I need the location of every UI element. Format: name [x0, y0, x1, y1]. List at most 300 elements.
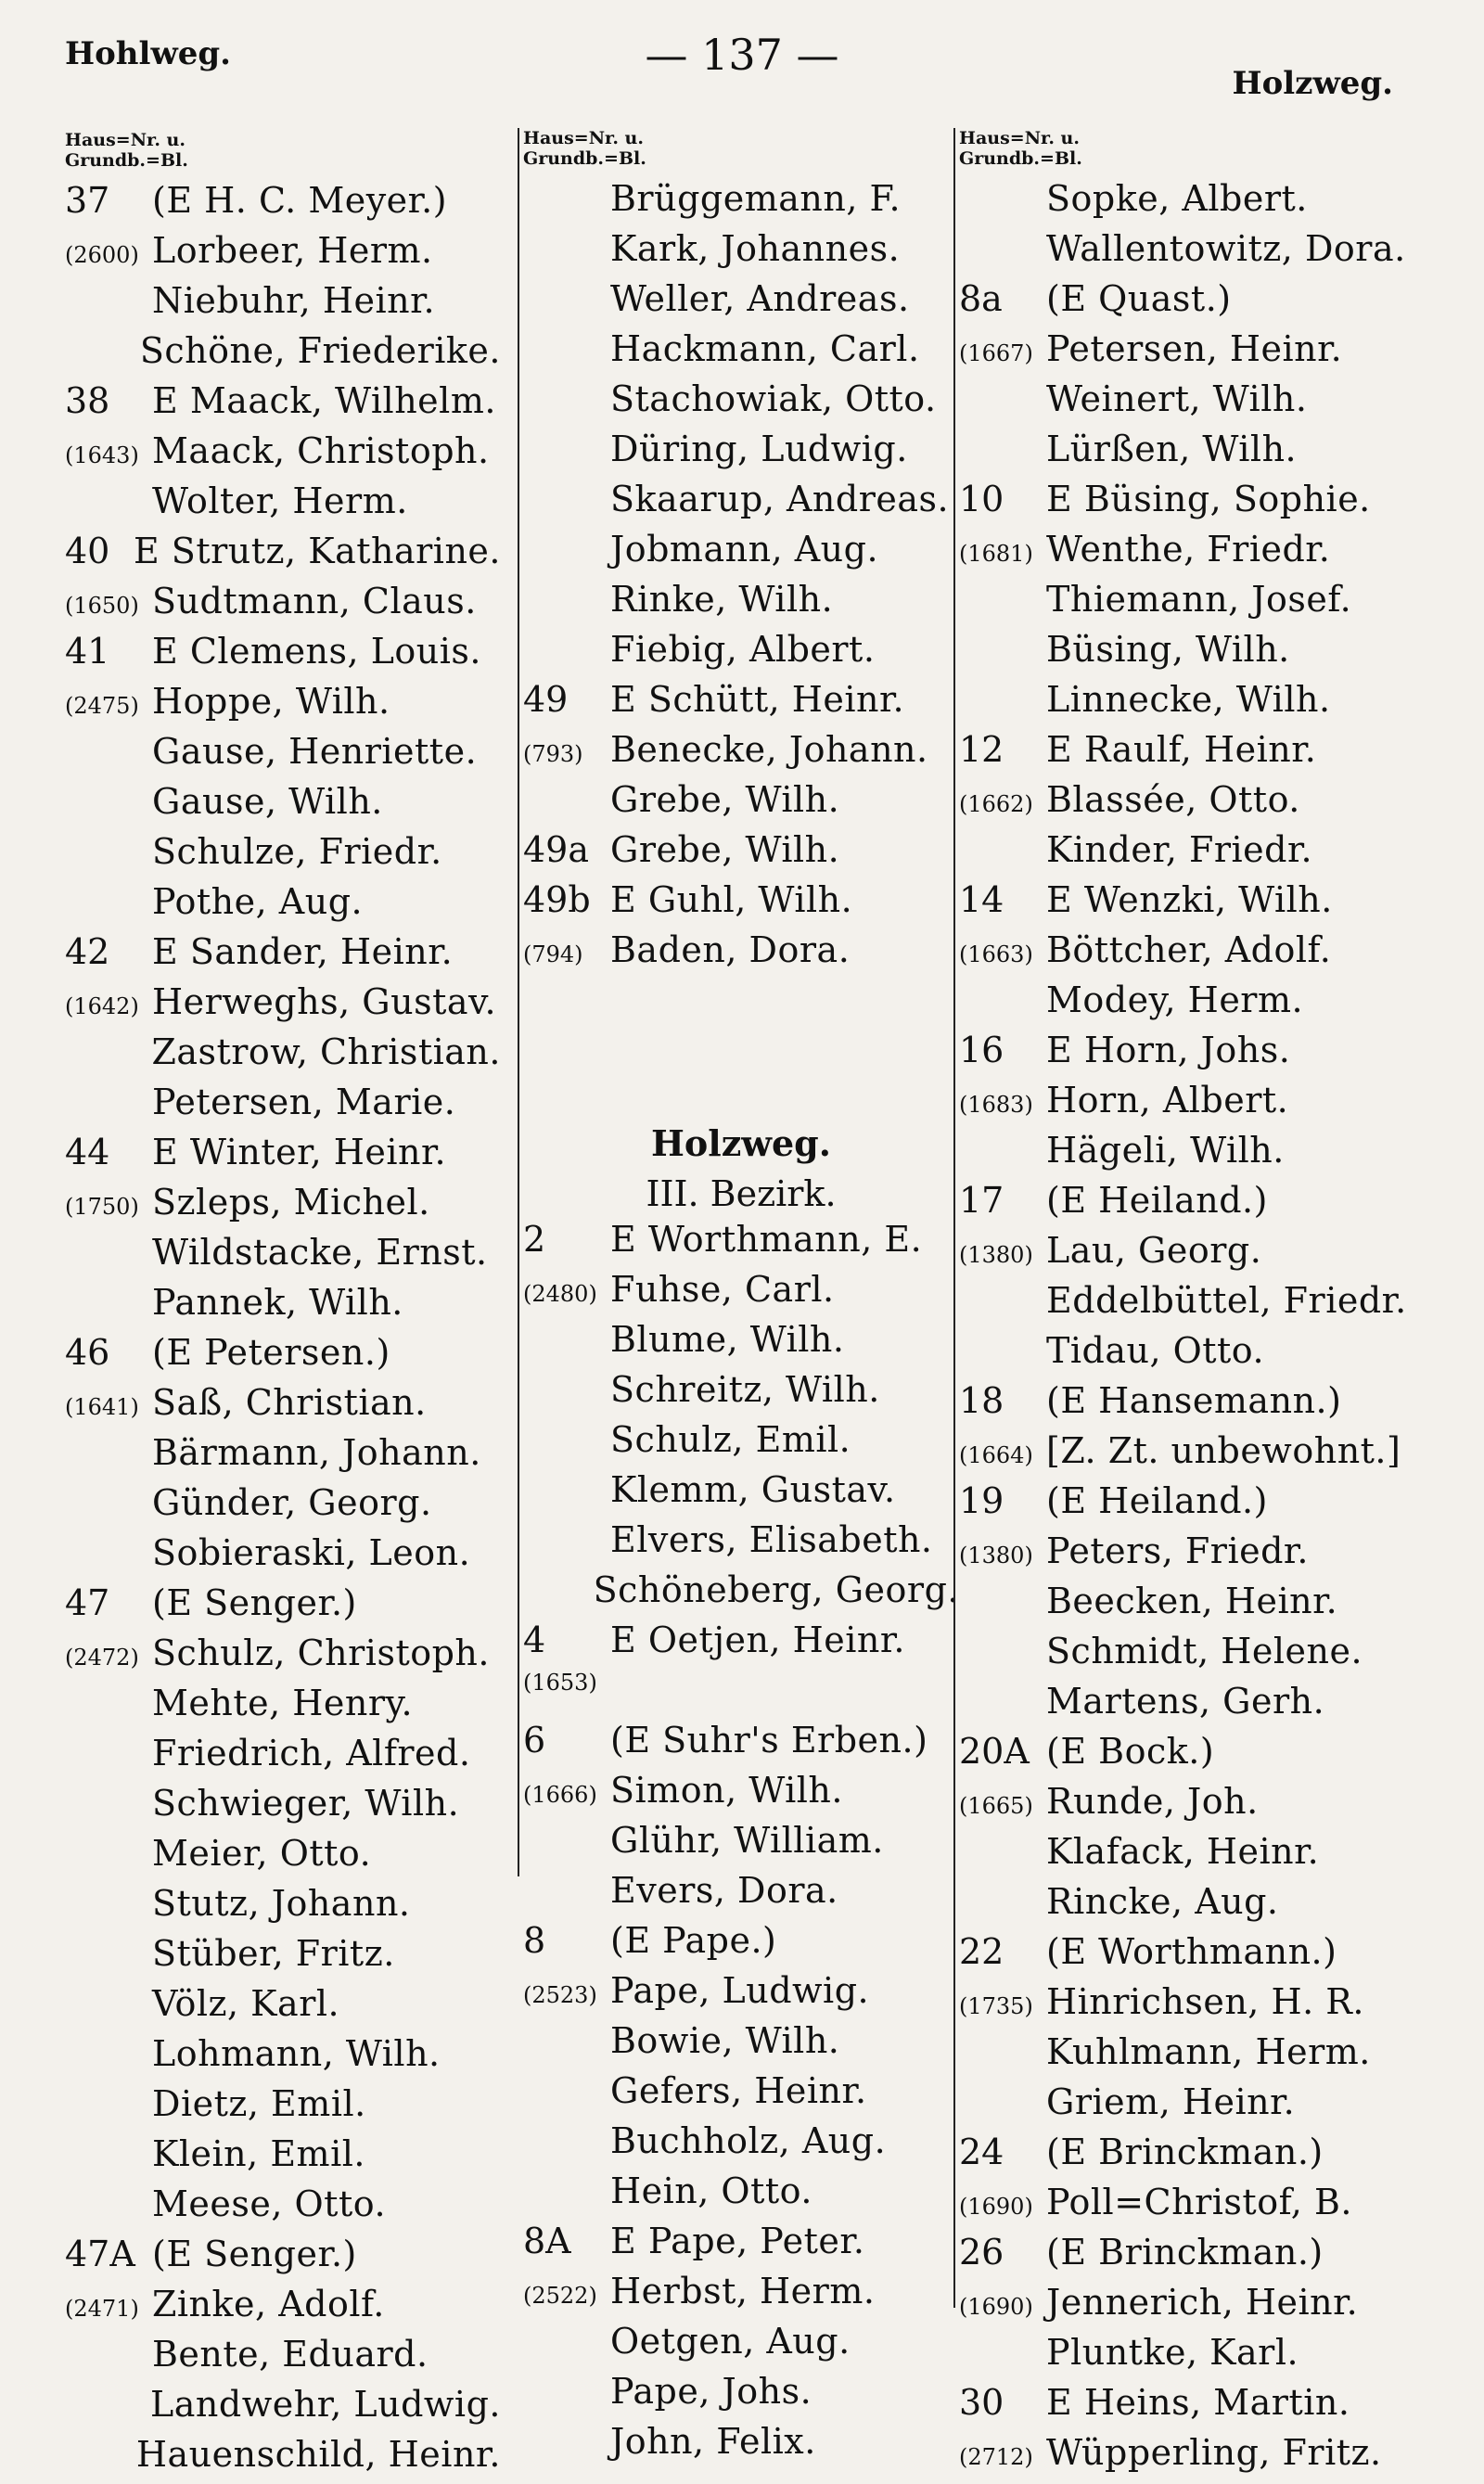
entry-row: [523, 629, 959, 679]
running-head-right: Holzweg.: [1232, 65, 1393, 102]
entry-row: [65, 1833, 501, 1883]
house-number: 10: [959, 479, 1004, 519]
entry-row: [65, 881, 501, 931]
ledger-number: (2523): [523, 1982, 597, 2008]
entry-row: [65, 531, 501, 581]
resident-name: Hinrichsen, H. R.: [1046, 1981, 1364, 2022]
ledger-number: (1641): [65, 1394, 139, 1420]
resident-name: Pluntke, Karl.: [1046, 2332, 1299, 2373]
ledger-number: (1663): [959, 941, 1033, 967]
entry-row: [523, 2421, 959, 2471]
entry-row: [65, 2033, 501, 2083]
resident-name: Kark, Johannes.: [610, 228, 901, 269]
resident-name: Rinke, Wilh.: [610, 579, 834, 620]
entry-row: [959, 1681, 1432, 1731]
resident-name: Düring, Ludwig.: [610, 429, 908, 469]
entry-row: [65, 1633, 501, 1683]
entry-row: [523, 1770, 959, 1820]
entry-row: [523, 1920, 959, 1970]
entry-row: [959, 1881, 1432, 1931]
resident-name: Martens, Gerh.: [1046, 1681, 1325, 1722]
ledger-number: (1650): [65, 593, 139, 619]
entry-row: [523, 529, 959, 579]
resident-name: [Z. Zt. unbewohnt.]: [1046, 1430, 1401, 1471]
resident-name: Pape, Johs.: [610, 2371, 812, 2412]
resident-name: Gause, Wilh.: [152, 781, 383, 822]
resident-name: Schreitz, Wilh.: [610, 1369, 880, 1410]
entry-row: [523, 1620, 959, 1670]
resident-name: Szleps, Michel.: [152, 1182, 430, 1223]
entry-row: [65, 1182, 501, 1232]
entry-row: [959, 1030, 1432, 1080]
entry-row: [65, 2083, 501, 2133]
resident-name: Hackmann, Carl.: [610, 328, 920, 369]
resident-name: Sudtmann, Claus.: [152, 581, 477, 621]
entry-row: [65, 1282, 501, 1332]
resident-name: Hein, Otto.: [610, 2170, 812, 2211]
resident-name: Lürßen, Wilh.: [1046, 429, 1298, 469]
house-number: 12: [959, 729, 1004, 770]
resident-name: Schulz, Emil.: [610, 1419, 851, 1460]
entry-row: [523, 1970, 959, 2020]
entry-row: [65, 180, 501, 230]
resident-name: Poll=Christof, B.: [1046, 2182, 1352, 2222]
resident-name: (E Worthmann.): [1046, 1931, 1337, 1972]
resident-name: Mehte, Henry.: [152, 1683, 414, 1723]
entry-row: [65, 1332, 501, 1382]
entry-row: [65, 1482, 501, 1532]
resident-name: (E Hansemann.): [1046, 1380, 1342, 1421]
resident-name: Günder, Georg.: [152, 1482, 432, 1523]
resident-name: Pannek, Wilh.: [152, 1282, 403, 1323]
entry-row: [523, 829, 959, 879]
entry-row: [523, 1870, 959, 1920]
resident-name: Wallentowitz, Dora.: [1046, 228, 1406, 269]
entry-row: [959, 2332, 1432, 2382]
entry-row: [523, 679, 959, 729]
house-number: 14: [959, 879, 1004, 920]
entry-row: [523, 2271, 959, 2321]
column-2: [518, 128, 959, 2462]
entry-row: [523, 2020, 959, 2070]
house-number: 8A: [523, 2221, 571, 2261]
entry-row: [523, 2170, 959, 2221]
resident-name: Eddelbüttel, Friedr.: [1046, 1280, 1407, 1321]
entry-row: [523, 1419, 959, 1469]
resident-name: Lohmann, Wilh.: [152, 2033, 441, 2074]
entry-row: [959, 2081, 1432, 2132]
resident-name: Klemm, Gustav.: [610, 1469, 896, 1510]
resident-name: Horn, Albert.: [1046, 1080, 1289, 1120]
resident-name: Weller, Andreas.: [610, 278, 910, 319]
entry-row: [65, 2334, 501, 2384]
column-3: [953, 128, 1432, 2473]
entry-row: [523, 429, 959, 479]
house-number: 37: [65, 180, 110, 221]
entry-row: [959, 1330, 1432, 1380]
entry-row: [523, 579, 959, 629]
entry-row: [523, 2221, 959, 2271]
entry-row: [959, 2182, 1432, 2232]
ledger-number: (1683): [959, 1092, 1033, 1118]
resident-name: Glühr, William.: [610, 1820, 884, 1861]
resident-name: Stachowiak, Otto.: [610, 378, 937, 419]
entry-row: [523, 178, 959, 228]
resident-name: Schöne, Friederike.: [139, 330, 501, 371]
entry-row: [65, 1582, 501, 1633]
entry-row: [523, 729, 959, 779]
entry-row: [523, 1820, 959, 1870]
entry-row: [959, 328, 1432, 378]
resident-name: Böttcher, Adolf.: [1046, 929, 1332, 970]
resident-name: Rincke, Aug.: [1046, 1881, 1279, 1922]
entry-row: [959, 779, 1432, 829]
resident-name: Lau, Georg.: [1046, 1230, 1262, 1271]
ledger-number: (2471): [65, 2296, 139, 2322]
entry-row: [959, 529, 1432, 579]
entry-row: [959, 378, 1432, 429]
resident-name: Gefers, Heinr.: [610, 2070, 867, 2111]
resident-name: (E Suhr's Erben.): [610, 1720, 928, 1761]
resident-name: (E Quast.): [1046, 278, 1232, 319]
entry-row: [959, 829, 1432, 879]
entry-row: [65, 981, 501, 1031]
entry-row: [65, 330, 501, 380]
resident-name: Schulze, Friedr.: [152, 831, 442, 872]
ledger-number: (1662): [959, 791, 1033, 817]
entry-list: [959, 178, 1432, 2482]
resident-name: Bärmann, Johann.: [152, 1432, 481, 1473]
ledger-number: (794): [523, 941, 583, 967]
entry-row: [65, 1132, 501, 1182]
entry-row: [523, 779, 959, 829]
resident-name: Gause, Henriette.: [152, 731, 478, 772]
resident-name: (E Heiland.): [1046, 1180, 1268, 1221]
ledger-number: (2475): [65, 693, 139, 719]
house-number: 49a: [523, 829, 590, 870]
house-number: 47: [65, 1582, 110, 1623]
resident-name: Stüber, Fritz.: [152, 1933, 395, 1974]
entry-list: [65, 180, 501, 2484]
entry-row: [523, 2120, 959, 2170]
entry-row: [959, 980, 1432, 1030]
ledger-number: (1664): [959, 1442, 1033, 1468]
resident-name: E Worthmann, E.: [610, 1219, 923, 1260]
resident-name: Elvers, Elisabeth.: [610, 1519, 933, 1560]
entry-row: [959, 2232, 1432, 2282]
ledger-number: (1750): [65, 1194, 139, 1220]
resident-name: (E Brinckman.): [1046, 2132, 1324, 2172]
entry-row: [523, 1369, 959, 1419]
resident-name: Schöneberg, Georg.: [593, 1569, 959, 1610]
resident-name: Linnecke, Wilh.: [1046, 679, 1331, 720]
resident-name: E Sander, Heinr.: [152, 931, 454, 972]
resident-name: Dietz, Emil.: [152, 2083, 366, 2124]
ledger-number: (1380): [959, 1543, 1033, 1569]
resident-name: Friedrich, Alfred.: [152, 1733, 471, 1773]
entry-row: [65, 781, 501, 831]
house-number: 20A: [959, 1731, 1030, 1772]
resident-name: Runde, Joh.: [1046, 1781, 1259, 1822]
house-number: 46: [65, 1332, 110, 1373]
entry-row: [959, 629, 1432, 679]
entry-row: [65, 2384, 501, 2434]
entry-row: [959, 2432, 1432, 2482]
resident-name: E Raulf, Heinr.: [1046, 729, 1317, 770]
resident-name: Niebuhr, Heinr.: [152, 280, 436, 321]
resident-name: Tidau, Otto.: [1046, 1330, 1265, 1371]
resident-name: Bowie, Wilh.: [610, 2020, 840, 2061]
entry-row: [959, 1130, 1432, 1180]
entry-row: [523, 1319, 959, 1369]
entry-row: [959, 1480, 1432, 1530]
entry-row: [959, 1280, 1432, 1330]
entry-list: [523, 178, 959, 980]
entry-row: [523, 328, 959, 378]
ledger-number: (1690): [959, 2294, 1033, 2320]
house-number: 18: [959, 1380, 1004, 1421]
ledger-number: (1653): [523, 1670, 597, 1696]
resident-name: E Pape, Peter.: [610, 2221, 865, 2261]
entry-list: [523, 1219, 959, 2471]
entry-row: [65, 1031, 501, 1082]
entry-row: [65, 631, 501, 681]
resident-name: E Maack, Wilhelm.: [152, 380, 496, 421]
entry-row: [959, 1430, 1432, 1480]
resident-name: (E Pape.): [610, 1920, 777, 1961]
entry-row: [959, 2382, 1432, 2432]
resident-name: Modey, Herm.: [1046, 980, 1304, 1020]
ledger-number: (1735): [959, 1993, 1033, 2019]
resident-name: Wildstacke, Ernst.: [152, 1232, 488, 1273]
house-number: 42: [65, 931, 110, 972]
entry-row: [65, 1983, 501, 2033]
entry-row: [523, 1720, 959, 1770]
resident-name: Bente, Eduard.: [152, 2334, 429, 2375]
house-number: 49: [523, 679, 569, 720]
resident-name: E Guhl, Wilh.: [610, 879, 853, 920]
ledger-number: (1643): [65, 442, 139, 468]
resident-name: Blume, Wilh.: [610, 1319, 845, 1360]
resident-name: Stutz, Johann.: [152, 1883, 411, 1924]
entry-row: [959, 278, 1432, 328]
resident-name: Brüggemann, F.: [610, 178, 902, 219]
entry-row: [65, 581, 501, 631]
resident-name: (E Senger.): [152, 2234, 357, 2274]
resident-name: Klein, Emil.: [152, 2133, 365, 2174]
ledger-number: (2480): [523, 1281, 597, 1307]
entry-row: [65, 1683, 501, 1733]
entry-row: [65, 931, 501, 981]
resident-name: Griem, Heinr.: [1046, 2081, 1296, 2122]
entry-row: [959, 1831, 1432, 1881]
house-number: 30: [959, 2382, 1004, 2423]
house-number: 44: [65, 1132, 110, 1172]
entry-row: [523, 2371, 959, 2421]
street-title: Holzweg.: [651, 1122, 831, 1164]
entry-row: [65, 480, 501, 531]
resident-name: E Wenzki, Wilh.: [1046, 879, 1333, 920]
ledger-number: (1665): [959, 1793, 1033, 1819]
resident-name: Hoppe, Wilh.: [152, 681, 390, 722]
resident-name: Wolter, Herm.: [152, 480, 408, 521]
resident-name: Hauenschild, Heinr.: [135, 2434, 501, 2475]
ledger-number: (1380): [959, 1242, 1033, 1268]
resident-name: Lorbeer, Herm.: [152, 230, 433, 271]
resident-name: E Heins, Martin.: [1046, 2382, 1350, 2423]
resident-name: Petersen, Marie.: [152, 1082, 456, 1122]
house-number: 8: [523, 1920, 546, 1961]
resident-name: Schulz, Christoph.: [152, 1633, 490, 1673]
resident-name: Völz, Karl.: [152, 1983, 340, 2024]
entry-row: [523, 228, 959, 278]
entry-row: [959, 1230, 1432, 1280]
entry-row: [523, 378, 959, 429]
entry-row: [65, 2133, 501, 2183]
ledger-number: (2522): [523, 2283, 597, 2309]
resident-name: Skaarup, Andreas.: [610, 479, 950, 519]
resident-name: Pape, Ludwig.: [610, 1970, 870, 2011]
column-1: [65, 130, 501, 2484]
entry-row: [959, 929, 1432, 980]
ledger-number: (1642): [65, 993, 139, 1019]
resident-name: Klafack, Heinr.: [1046, 1831, 1320, 1872]
column-header: Haus=Nr. u. Grundb.=Bl.: [523, 128, 646, 169]
entry-row: [523, 1269, 959, 1319]
ledger-number: (1666): [523, 1782, 597, 1808]
resident-name: Sopke, Albert.: [1046, 178, 1308, 219]
entry-row: [959, 1781, 1432, 1831]
house-number: 4: [523, 1620, 546, 1660]
entry-row: [959, 579, 1432, 629]
resident-name: (E Senger.): [152, 1582, 357, 1623]
house-number: 24: [959, 2132, 1004, 2172]
column-header: Haus=Nr. u. Grundb.=Bl.: [65, 130, 188, 171]
entry-row: [523, 1519, 959, 1569]
resident-name: E Strutz, Katharine.: [133, 531, 501, 571]
resident-name: Meese, Otto.: [152, 2183, 387, 2224]
resident-name: Kinder, Friedr.: [1046, 829, 1313, 870]
entry-row: [65, 2434, 501, 2484]
running-head-left: Hohlweg.: [65, 35, 231, 72]
entry-row: [959, 2031, 1432, 2081]
district-subtitle: III. Bezirk.: [646, 1173, 837, 1214]
house-number: 26: [959, 2232, 1004, 2273]
house-number: 6: [523, 1720, 546, 1761]
entry-row: [959, 228, 1432, 278]
entry-row: [959, 1631, 1432, 1681]
house-number: 16: [959, 1030, 1004, 1070]
resident-name: Jennerich, Heinr.: [1046, 2282, 1359, 2323]
resident-name: E Horn, Johs.: [1046, 1030, 1291, 1070]
resident-name: Schwieger, Wilh.: [152, 1783, 460, 1824]
ledger-number: (2600): [65, 242, 139, 268]
entry-row: [959, 178, 1432, 228]
resident-name: (E Bock.): [1046, 1731, 1215, 1772]
resident-name: Benecke, Johann.: [610, 729, 928, 770]
entry-row: [959, 679, 1432, 729]
resident-name: (E H. C. Meyer.): [152, 180, 448, 221]
resident-name: Simon, Wilh.: [610, 1770, 843, 1811]
resident-name: (E Heiland.): [1046, 1480, 1268, 1521]
entry-row: [65, 1532, 501, 1582]
entry-row: [65, 681, 501, 731]
entry-row: [523, 1469, 959, 1519]
house-number: 49b: [523, 879, 591, 920]
ledger-number: (1667): [959, 340, 1033, 366]
page-number: — 137 —: [645, 30, 839, 80]
entry-row: [959, 2132, 1432, 2182]
entry-row: [65, 1733, 501, 1783]
resident-name: Baden, Dora.: [610, 929, 851, 970]
entry-row: [65, 2234, 501, 2284]
house-number: 40: [65, 531, 110, 571]
resident-name: Buchholz, Aug.: [610, 2120, 887, 2161]
resident-name: Herbst, Herm.: [610, 2271, 876, 2311]
resident-name: Saß, Christian.: [152, 1382, 427, 1423]
entry-row: [65, 1933, 501, 1983]
entry-row: [65, 1783, 501, 1833]
entry-row: [523, 879, 959, 929]
entry-row: [523, 2070, 959, 2120]
resident-name: Evers, Dora.: [610, 1870, 838, 1911]
resident-name: Meier, Otto.: [152, 1833, 372, 1874]
resident-name: Grebe, Wilh.: [610, 779, 840, 820]
entry-row: [523, 2321, 959, 2371]
ledger-number: (2472): [65, 1645, 139, 1671]
entry-row: [523, 1569, 959, 1620]
entry-row: [65, 1082, 501, 1132]
entry-row: [65, 2284, 501, 2334]
ledger-number: (2712): [959, 2444, 1033, 2470]
entry-row: [959, 1581, 1432, 1631]
resident-name: Kuhlmann, Herm.: [1046, 2031, 1371, 2072]
resident-name: Zastrow, Christian.: [151, 1031, 501, 1072]
resident-name: Beecken, Heinr.: [1046, 1581, 1338, 1621]
entry-row: [65, 1382, 501, 1432]
resident-name: Sobieraski, Leon.: [152, 1532, 471, 1573]
entry-row: [523, 479, 959, 529]
entry-row: [959, 1530, 1432, 1581]
entry-row: [65, 380, 501, 430]
resident-name: Büsing, Wilh.: [1046, 629, 1290, 670]
resident-name: Peters, Friedr.: [1046, 1530, 1309, 1571]
entry-row: [959, 729, 1432, 779]
entry-row: [65, 831, 501, 881]
house-number: 17: [959, 1180, 1004, 1221]
resident-name: E Oetjen, Heinr.: [610, 1620, 905, 1660]
resident-name: John, Felix.: [610, 2421, 816, 2462]
ledger-number: (1681): [959, 541, 1033, 567]
house-number: 2: [523, 1219, 546, 1260]
resident-name: Thiemann, Josef.: [1046, 579, 1352, 620]
resident-name: Weinert, Wilh.: [1046, 378, 1308, 419]
resident-name: E Büsing, Sophie.: [1046, 479, 1371, 519]
ledger-number: (1690): [959, 2194, 1033, 2220]
resident-name: Maack, Christoph.: [152, 430, 490, 471]
entry-row: [65, 731, 501, 781]
house-number: 19: [959, 1480, 1004, 1521]
entry-row: [65, 1883, 501, 1933]
resident-name: Jobmann, Aug.: [610, 529, 879, 570]
entry-row: [523, 1670, 959, 1720]
resident-name: Pothe, Aug.: [152, 881, 364, 922]
entry-row: [65, 230, 501, 280]
entry-row: [65, 1432, 501, 1482]
house-number: 8a: [959, 278, 1003, 319]
resident-name: Zinke, Adolf.: [152, 2284, 385, 2324]
house-number: 38: [65, 380, 110, 421]
